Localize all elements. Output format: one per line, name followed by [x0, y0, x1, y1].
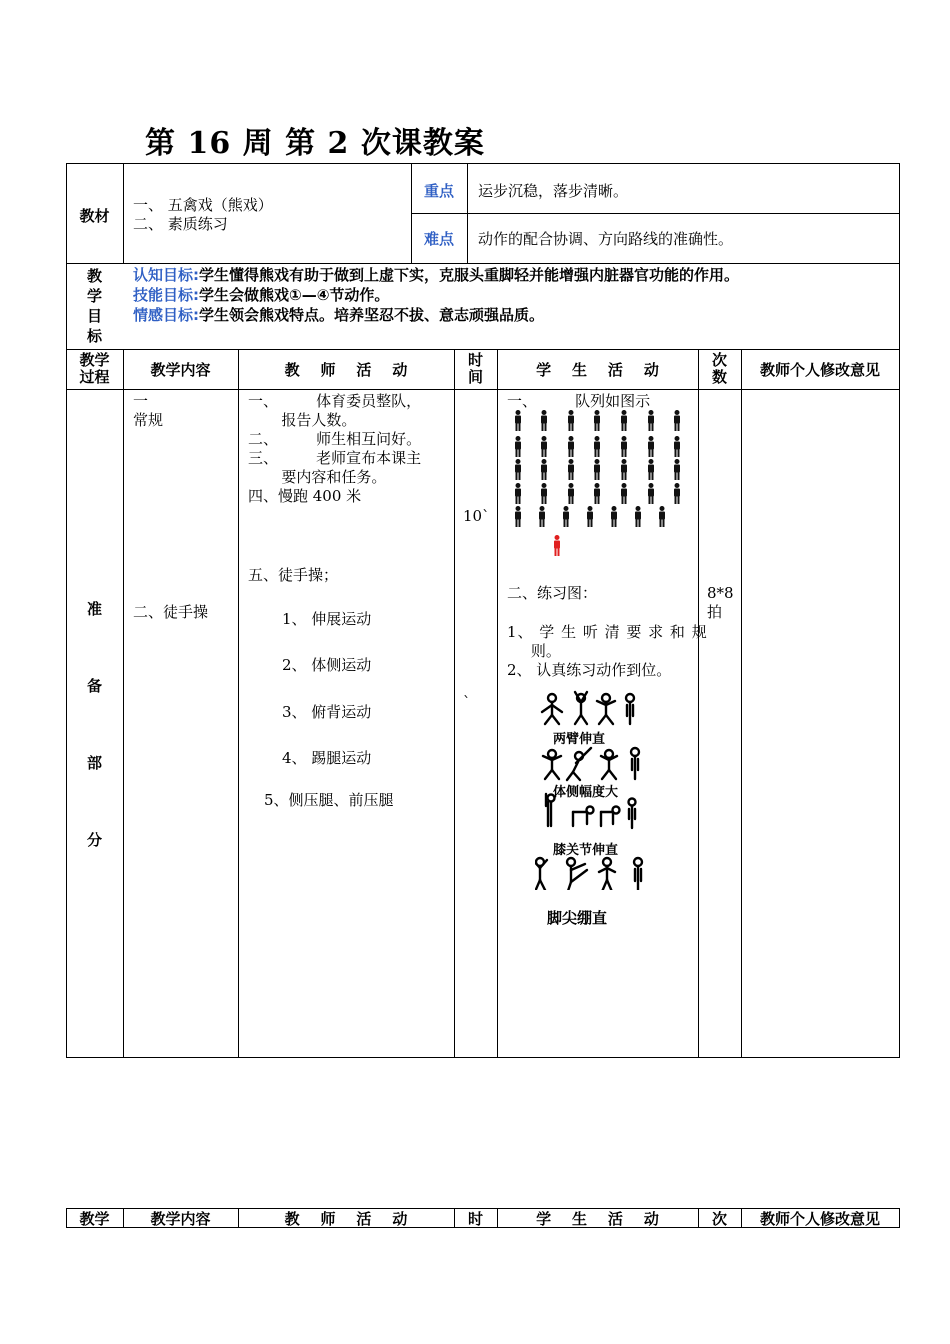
- teacher-figure: [554, 535, 560, 556]
- exercise-item-3: 3、 俯背运动: [282, 703, 372, 721]
- arms-raised-figures: [542, 692, 634, 724]
- section-name-char-3: 部: [86, 754, 102, 772]
- side-bend-figures: [543, 748, 639, 780]
- section-name-char-2: 备: [86, 677, 102, 695]
- material-item-2: 二、 素质练习: [133, 215, 228, 233]
- header-time: 时 间: [467, 351, 483, 386]
- formation-row-2: [515, 436, 680, 457]
- exercise-item-1: 1、 伸展运动: [282, 610, 372, 628]
- difficulty-label: 难点: [423, 230, 454, 248]
- teacher-line-5: 要内容和任务。: [248, 468, 387, 486]
- formation-row-5: [515, 506, 665, 527]
- student-line-3: 2、 认真练习动作到位。: [507, 661, 672, 679]
- student-practice-title: 二、练习图：: [507, 584, 598, 602]
- exercise-item-5: 5、侧压腿、前压腿: [264, 791, 394, 809]
- footer-teacher: 教 师 活 动: [284, 1210, 408, 1228]
- material-label: 教材: [79, 207, 110, 225]
- header-content: 教学内容: [150, 361, 211, 379]
- section-name-char-4: 分: [86, 831, 102, 849]
- formation-row-4: [515, 483, 680, 504]
- header-student: 学 生 活 动: [536, 361, 659, 379]
- figure-label-knee: 膝关节伸直: [553, 843, 619, 858]
- header-opinion: 教师个人修改意见: [759, 361, 880, 379]
- student-line-1: 1、 学 生 听 清 要 求 和 规: [507, 623, 708, 641]
- key-point-text: 运步沉稳，落步清晰。: [478, 182, 629, 200]
- student-rows: [515, 410, 680, 527]
- kick-figures: [535, 858, 642, 890]
- header-teacher: 教 师 活 动: [284, 361, 408, 379]
- figure-label-arms: 两臂伸直: [553, 732, 606, 747]
- section-name-char-1: 准: [86, 600, 102, 618]
- teacher-line-3: 二、 师生相互问好。: [248, 430, 422, 448]
- material-item-1: 一、 五禽戏（熊戏）: [133, 196, 273, 214]
- student-formation: 一、 队列如图示: [507, 392, 651, 410]
- teacher-exercise-title: 五、徒手操；: [248, 566, 339, 584]
- figure-label-toe: 脚尖绷直: [547, 909, 608, 927]
- formation-row-3: [515, 459, 680, 480]
- time-value-2: `: [463, 693, 471, 711]
- content-exercise: 二、徒手操: [133, 603, 209, 621]
- teacher-line-4: 三、 老师宣布本课主: [248, 449, 422, 467]
- emotion-goal: 情感目标:学生领会熊戏特点。培养坚忍不拔、意志顽强品质。: [133, 306, 545, 324]
- count-value: 8*8 拍: [707, 584, 734, 621]
- content-routine: 常规: [133, 411, 164, 429]
- teacher-line-2: 报告人数。: [248, 411, 357, 429]
- footer-student: 学 生 活 动: [536, 1210, 659, 1228]
- footer-content: 教学内容: [150, 1210, 211, 1228]
- cognitive-goal: 认知目标:学生懂得熊戏有助于做到上虚下实，克服头重脚轻并能增强内脏器官功能的作用。: [133, 266, 740, 284]
- content-routine-number: 一: [133, 392, 149, 410]
- goals-label: 教 学 目 标: [86, 267, 102, 345]
- teacher-line-1: 一、 体育委员整队，: [248, 392, 422, 410]
- exercise-item-4: 4、 踢腿运动: [282, 749, 372, 767]
- footer-time: 时: [467, 1210, 483, 1228]
- footer-process: 教学: [79, 1210, 110, 1228]
- teacher-line-6: 四、慢跑 400 米: [248, 487, 362, 505]
- key-point-label: 重点: [423, 182, 454, 200]
- footer-opinion: 教师个人修改意见: [759, 1210, 880, 1228]
- page-title: 第 16 周 第 2 次课教案: [145, 126, 485, 161]
- difficulty-text: 动作的配合协调、方向路线的准确性。: [478, 230, 734, 248]
- footer-count: 次: [711, 1210, 727, 1228]
- formation-row-1: [515, 410, 680, 431]
- exercise-item-2: 2、 体侧运动: [282, 656, 372, 674]
- figure-label-side: 体侧幅度大: [553, 785, 619, 800]
- time-value-1: 10`: [463, 507, 490, 525]
- header-count: 次 数: [711, 351, 727, 386]
- header-process: 教学 过程: [79, 351, 110, 386]
- formation-diagram: [505, 406, 695, 561]
- skill-goal: 技能目标:学生会做熊戏①—④节动作。: [133, 286, 390, 304]
- student-line-2: 则。: [507, 642, 561, 660]
